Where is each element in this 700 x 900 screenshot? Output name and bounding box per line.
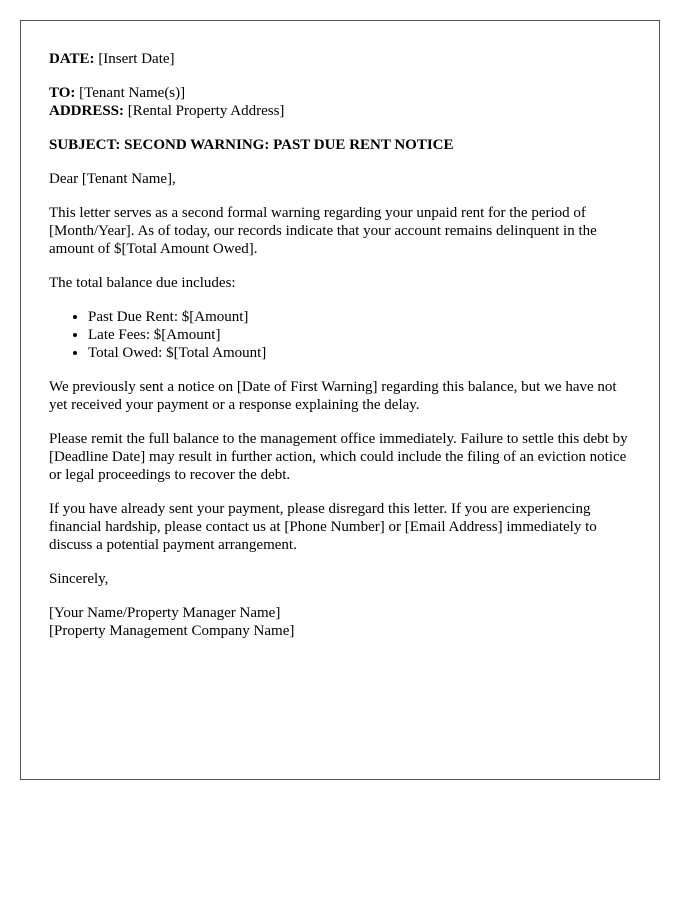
date-label: DATE: [49, 51, 95, 67]
balance-list [49, 308, 631, 362]
signature-name: [Your Name/Property Manager Name] [49, 605, 281, 621]
list-item-total-owed: • Total Owed: $[Total Amount] [88, 344, 631, 362]
closing: Sincerely, [49, 571, 109, 587]
date-value: [Insert Date] [98, 51, 175, 67]
signature-block [49, 604, 631, 640]
salutation: Dear [Tenant Name], [49, 171, 176, 187]
date-line [49, 50, 631, 68]
signature-company: [Property Management Company Name] [49, 623, 295, 639]
to-line [49, 84, 631, 102]
address-value: [Rental Property Address] [127, 103, 285, 119]
body-paragraph-3: Please remit the full balance to the management office immediately. Failure to settle this debt by [Deadline Date] may result in further action, which could include the filing of an eviction notice or legal proceedings to recover the debt. [49, 431, 628, 483]
body-paragraph-4: If you have already sent your payment, please disregard this letter. If you are experiencing financial hardship, please contact us at [Phone Number] or [Email Address] immediately to discuss a potential payment arrangement. [49, 501, 597, 553]
recipient-block [49, 84, 631, 120]
address-line [49, 102, 631, 120]
letter-page [20, 20, 660, 780]
to-label: TO: [49, 85, 76, 101]
balance-intro: The total balance due includes: [49, 275, 236, 291]
body-paragraph-2: We previously sent a notice on [Date of First Warning] regarding this balance, but we have not yet received your payment or a response explaining the delay. [49, 379, 617, 413]
list-item-late-fees: • Late Fees: $[Amount] [88, 326, 631, 344]
body-paragraph-1: This letter serves as a second formal warning regarding your unpaid rent for the period of [Month/Year]. As of today, our records indicate that your account remains delinquent in the amount of $[Total Amount Owed]. [49, 205, 597, 257]
subject-line: SUBJECT: SECOND WARNING: PAST DUE RENT NOTICE [49, 137, 454, 153]
address-label: ADDRESS: [49, 103, 125, 119]
to-value: [Tenant Name(s)] [79, 85, 186, 101]
list-item-past-due-rent: • Past Due Rent: $[Amount] [88, 308, 631, 326]
